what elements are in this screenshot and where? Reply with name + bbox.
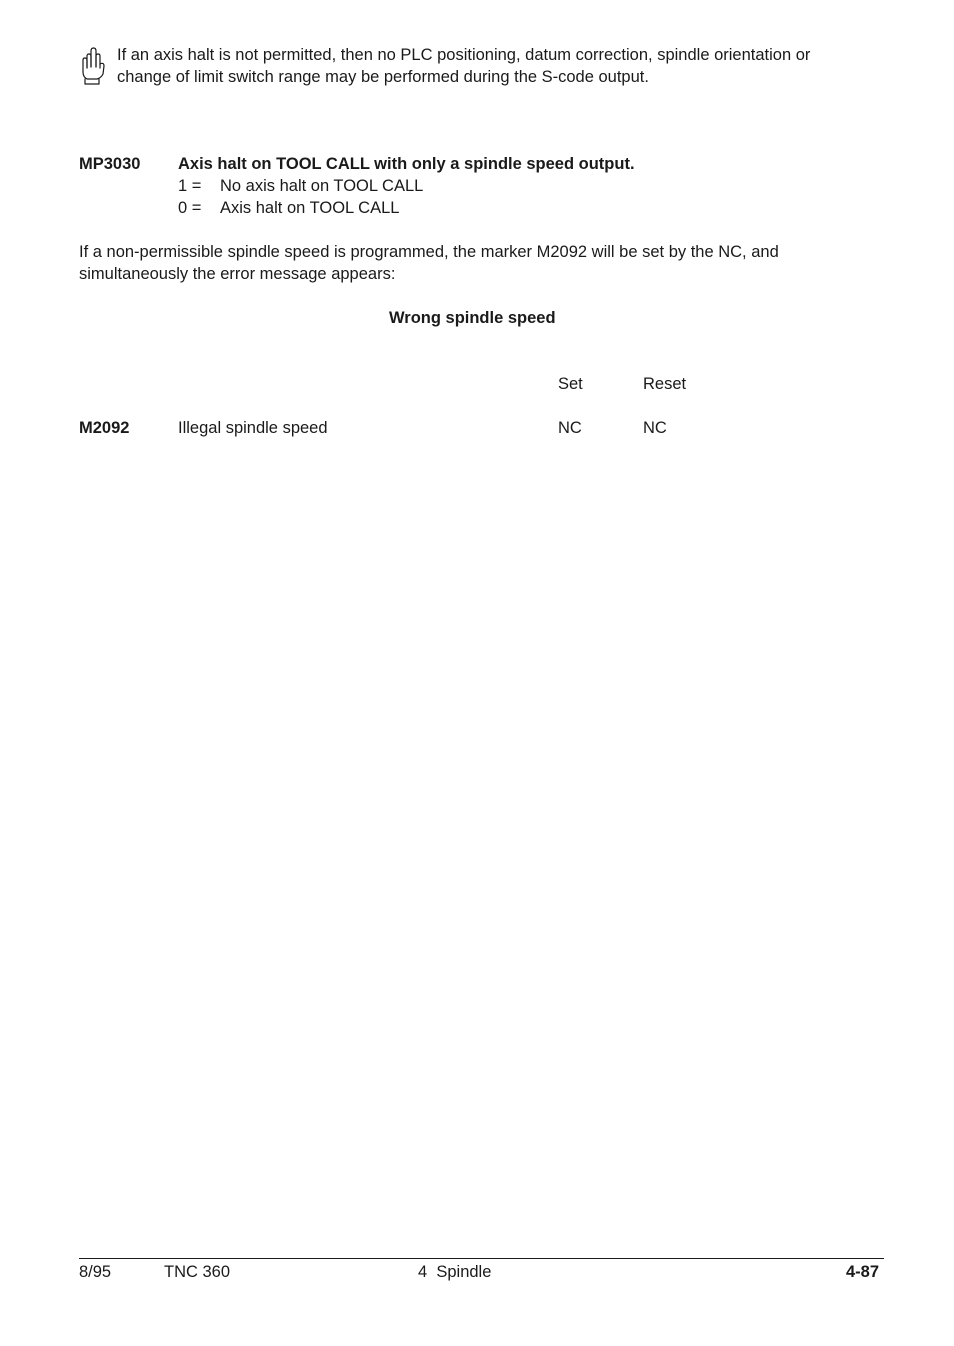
option-text: Axis halt on TOOL CALL: [220, 199, 400, 217]
parameter-code: MP3030: [79, 155, 141, 173]
pointing-hand-icon: [77, 46, 107, 86]
footer-divider: [79, 1258, 884, 1259]
note-text: If an axis halt is not permitted, then no PLC positioning, datum correction, spindle orientation or change of limit switch range may be performed during the S-code output.: [117, 46, 811, 86]
footer-date: 8/95: [79, 1263, 112, 1281]
footer-product: TNC 360: [164, 1263, 231, 1281]
footer-page-number: 4-87: [845, 1263, 879, 1281]
option-text: No axis halt on TOOL CALL: [220, 177, 424, 195]
option-value: 1 =: [178, 177, 202, 195]
marker-reset: NC: [643, 419, 667, 437]
option-value: 0 =: [178, 199, 202, 217]
parameter-title: Axis halt on TOOL CALL with only a spindle speed output.: [178, 155, 635, 173]
footer-chapter: 4 Spindle: [418, 1263, 492, 1281]
column-header-reset: Reset: [643, 375, 687, 393]
marker-code: M2092: [79, 419, 130, 437]
marker-set: NC: [558, 419, 582, 437]
error-message: Wrong spindle speed: [389, 309, 556, 327]
marker-description: Illegal spindle speed: [178, 419, 328, 437]
body-paragraph: If a non-permissible spindle speed is programmed, the marker M2092 will be set by the NC, and simultaneously the error message appears:: [79, 243, 779, 283]
column-header-set: Set: [558, 375, 583, 393]
